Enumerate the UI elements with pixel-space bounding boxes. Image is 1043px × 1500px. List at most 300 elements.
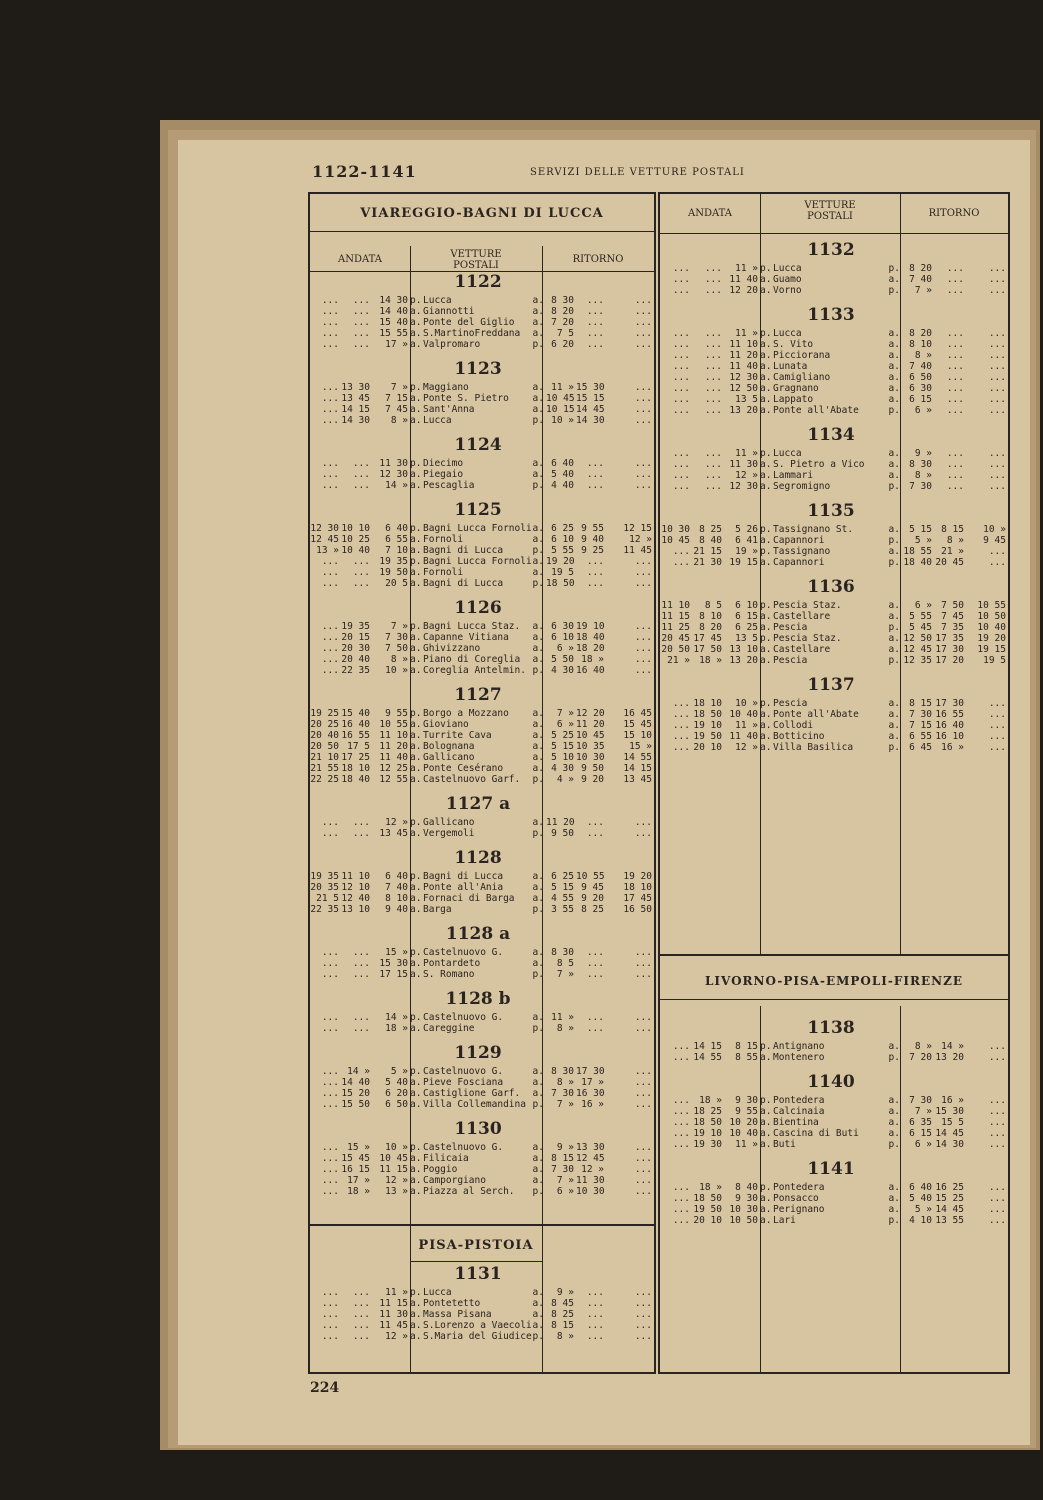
timetable-row — [660, 1117, 1008, 1128]
ritorno-time-1: 19 5 — [551, 567, 574, 578]
timetable-row — [660, 557, 1008, 568]
ritorno-time-3: 12 15 — [623, 523, 652, 534]
andata-time-2: ... — [704, 405, 722, 416]
stop-name: S. Pietro a Vico — [773, 459, 865, 470]
ritorno-time-3: ... — [988, 720, 1006, 731]
timetable-row — [310, 1287, 654, 1298]
arrival-mark: a. — [888, 546, 900, 557]
direction-mark: p. — [760, 1182, 772, 1193]
direction-mark: p. — [410, 382, 422, 393]
andata-time-3: 5 » — [390, 1066, 408, 1077]
section-number: 1128 — [454, 848, 502, 868]
andata-time-2: ... — [352, 1320, 370, 1331]
ritorno-time-1: 7 15 — [909, 720, 932, 731]
section-number: 1132 — [807, 240, 855, 260]
stop-name: Pescia Staz. — [773, 633, 842, 644]
timetable-row — [310, 1012, 654, 1023]
ritorno-time-3: ... — [634, 665, 652, 676]
arrival-mark: a. — [532, 567, 544, 578]
stop-name: Camporgiano — [423, 1175, 486, 1186]
andata-time-1: ... — [672, 1193, 690, 1204]
arrival-mark: a. — [888, 448, 900, 459]
ritorno-time-2: 11 30 — [576, 1175, 605, 1186]
direction-mark: p. — [760, 546, 772, 557]
ritorno-time-3: ... — [634, 828, 652, 839]
andata-time-1: ... — [321, 1331, 339, 1342]
arrival-mark: a. — [532, 893, 544, 904]
stop-name: Pescaglia — [423, 480, 475, 491]
stop-name: Pontedera — [773, 1182, 825, 1193]
andata-time-2: 17 50 — [693, 644, 722, 655]
stop-name: Villa Collemandina — [423, 1099, 526, 1110]
section-number: 1127 a — [445, 794, 511, 814]
direction-mark: a. — [760, 1106, 772, 1117]
ritorno-time-3: ... — [634, 1320, 652, 1331]
andata-time-2: ... — [352, 958, 370, 969]
andata-time-2: 19 50 — [693, 731, 722, 742]
andata-time-3: 11 40 — [379, 752, 408, 763]
direction-mark: a. — [760, 383, 772, 394]
stop-name: Sant'Anna — [423, 404, 475, 415]
ritorno-time-1: 6 20 — [551, 339, 574, 350]
andata-time-1: ... — [321, 339, 339, 350]
andata-time-2: 16 15 — [341, 1164, 370, 1175]
ritorno-time-3: ... — [634, 1175, 652, 1186]
ritorno-time-1: 8 20 — [551, 306, 574, 317]
direction-mark: a. — [760, 742, 772, 753]
ritorno-time-2: 9 20 — [581, 893, 604, 904]
direction-mark: p. — [760, 448, 772, 459]
andata-time-3: 11 » — [735, 263, 758, 274]
andata-time-2: 12 10 — [341, 882, 370, 893]
direction-mark: a. — [760, 731, 772, 742]
ritorno-time-1: 5 40 — [909, 1193, 932, 1204]
arrival-mark: p. — [532, 545, 544, 556]
andata-time-1: ... — [672, 709, 690, 720]
andata-time-1: ... — [321, 458, 339, 469]
andata-time-2: 8 5 — [704, 600, 722, 611]
andata-time-2: 19 30 — [693, 1139, 722, 1150]
arrival-mark: a. — [888, 1106, 900, 1117]
stop-name: Cascina di Buti — [773, 1128, 859, 1139]
andata-time-2: 18 » — [699, 655, 722, 666]
stop-name: Calcinaia — [773, 1106, 825, 1117]
ritorno-time-1: 5 50 — [551, 654, 574, 665]
andata-time-1: ... — [321, 1099, 339, 1110]
andata-time-3: 12 50 — [729, 383, 758, 394]
ritorno-time-2: 13 20 — [935, 1052, 964, 1063]
ritorno-time-1: 5 15 — [551, 882, 574, 893]
direction-mark: a. — [410, 1186, 422, 1197]
ritorno-time-1: 8 » — [914, 1041, 932, 1052]
arrival-mark: a. — [888, 361, 900, 372]
andata-time-1: ... — [321, 556, 339, 567]
andata-time-1: ... — [672, 546, 690, 557]
arrival-mark: p. — [888, 405, 900, 416]
andata-time-1: ... — [321, 1066, 339, 1077]
ritorno-time-3: ... — [634, 393, 652, 404]
timetable-row — [310, 1309, 654, 1320]
ritorno-time-2: ... — [586, 969, 604, 980]
timetable-row — [660, 731, 1008, 742]
arrival-mark: a. — [532, 741, 544, 752]
ritorno-time-1: 18 55 — [903, 546, 932, 557]
ritorno-time-1: 7 » — [914, 285, 932, 296]
andata-time-1: ... — [672, 731, 690, 742]
arrival-mark: a. — [532, 621, 544, 632]
stop-name: Bagni di Lucca — [423, 871, 504, 882]
direction-mark: a. — [410, 958, 422, 969]
arrival-mark: a. — [532, 1320, 544, 1331]
direction-mark: a. — [410, 567, 422, 578]
direction-mark: a. — [410, 306, 422, 317]
ritorno-time-2: 7 50 — [941, 600, 964, 611]
ritorno-time-2: 10 55 — [576, 871, 605, 882]
direction-mark: p. — [760, 600, 772, 611]
arrival-mark: p. — [532, 969, 544, 980]
direction-mark: a. — [410, 665, 422, 676]
stop-name: Guamo — [773, 274, 802, 285]
andata-time-3: 11 20 — [729, 350, 758, 361]
ritorno-time-3: ... — [988, 1128, 1006, 1139]
andata-time-3: 6 50 — [385, 1099, 408, 1110]
ritorno-time-2: ... — [586, 480, 604, 491]
stop-name: Ponte del Giglio — [423, 317, 515, 328]
andata-time-1: ... — [672, 274, 690, 285]
arrival-mark: a. — [532, 404, 544, 415]
andata-time-2: 21 30 — [693, 557, 722, 568]
direction-mark: p. — [760, 524, 772, 535]
direction-mark: a. — [760, 1204, 772, 1215]
stop-name: Lucca — [773, 328, 802, 339]
ritorno-time-3: ... — [988, 459, 1006, 470]
ritorno-time-3: ... — [988, 328, 1006, 339]
stop-name: Castellare — [773, 611, 831, 622]
arrival-mark: a. — [532, 882, 544, 893]
direction-mark: a. — [760, 339, 772, 350]
andata-time-2: 8 20 — [699, 622, 722, 633]
timetable-row — [660, 361, 1008, 372]
andata-time-3: 12 » — [385, 1331, 408, 1342]
arrival-mark: p. — [888, 655, 900, 666]
andata-time-3: 12 55 — [379, 774, 408, 785]
ritorno-time-1: 8 10 — [909, 339, 932, 350]
arrival-mark: p. — [532, 665, 544, 676]
ritorno-time-3: ... — [988, 361, 1006, 372]
ritorno-time-1: 6 55 — [909, 731, 932, 742]
arrival-mark: a. — [532, 817, 544, 828]
ritorno-time-1: 18 50 — [546, 578, 575, 589]
andata-time-2: 16 55 — [341, 730, 370, 741]
ritorno-time-1: 19 20 — [546, 556, 575, 567]
section-number: 1134 — [807, 425, 855, 445]
direction-mark: p. — [410, 295, 422, 306]
andata-time-3: 11 30 — [379, 1309, 408, 1320]
direction-mark: a. — [760, 1128, 772, 1139]
timetable-row — [310, 1099, 654, 1110]
timetable-row — [660, 285, 1008, 296]
ritorno-time-3: ... — [634, 567, 652, 578]
andata-time-3: 6 10 — [735, 600, 758, 611]
andata-time-1: ... — [672, 1204, 690, 1215]
direction-mark: a. — [410, 339, 422, 350]
ritorno-time-2: 8 15 — [941, 524, 964, 535]
ritorno-time-3: ... — [634, 1099, 652, 1110]
route-title-livorno: LIVORNO-PISA-EMPOLI-FIRENZE — [660, 974, 1008, 1000]
timetable-row — [310, 1088, 654, 1099]
arrival-mark: a. — [532, 947, 544, 958]
direction-mark: p. — [760, 633, 772, 644]
stop-name: Picciorana — [773, 350, 831, 361]
arrival-mark: a. — [532, 752, 544, 763]
andata-time-1: ... — [672, 350, 690, 361]
andata-time-1: ... — [672, 1041, 690, 1052]
arrival-mark: p. — [888, 263, 900, 274]
stop-name: Antignano — [773, 1041, 825, 1052]
arrival-mark: a. — [888, 470, 900, 481]
ritorno-time-2: 16 25 — [935, 1182, 964, 1193]
andata-time-2: 18 25 — [693, 1106, 722, 1117]
stop-name: Giannotti — [423, 306, 475, 317]
direction-mark: a. — [760, 274, 772, 285]
ritorno-time-2: ... — [586, 958, 604, 969]
andata-time-2: ... — [352, 1287, 370, 1298]
andata-time-2: ... — [352, 306, 370, 317]
andata-time-1: ... — [321, 328, 339, 339]
ritorno-time-3: ... — [988, 394, 1006, 405]
ritorno-time-2: 17 » — [581, 1077, 604, 1088]
ritorno-time-3: ... — [634, 1298, 652, 1309]
direction-mark: a. — [410, 469, 422, 480]
ritorno-time-1: 7 30 — [909, 1095, 932, 1106]
direction-mark: a. — [760, 720, 772, 731]
andata-time-1: ... — [321, 1012, 339, 1023]
direction-mark: a. — [760, 1193, 772, 1204]
timetable-row — [310, 1142, 654, 1153]
andata-time-1: ... — [672, 742, 690, 753]
arrival-mark: a. — [532, 708, 544, 719]
direction-mark: p. — [410, 947, 422, 958]
ritorno-time-3: ... — [988, 448, 1006, 459]
stop-name: Botticino — [773, 731, 825, 742]
ritorno-time-3: 19 15 — [977, 644, 1006, 655]
ritorno-time-1: 7 30 — [909, 709, 932, 720]
ritorno-time-1: 8 15 — [551, 1153, 574, 1164]
ritorno-time-1: 4 10 — [909, 1215, 932, 1226]
ritorno-time-1: 10 » — [551, 415, 574, 426]
andata-time-2: 8 10 — [699, 611, 722, 622]
ritorno-time-2: 19 10 — [576, 621, 605, 632]
arrival-mark: a. — [532, 1175, 544, 1186]
ritorno-time-1: 5 55 — [551, 545, 574, 556]
stop-name: Lucca — [423, 295, 452, 306]
andata-time-3: 19 50 — [379, 567, 408, 578]
ritorno-time-3: ... — [634, 969, 652, 980]
direction-mark: a. — [410, 415, 422, 426]
ritorno-time-1: 8 » — [556, 1077, 574, 1088]
ritorno-time-2: 16 30 — [576, 1088, 605, 1099]
direction-mark: a. — [760, 709, 772, 720]
direction-mark: a. — [410, 904, 422, 915]
andata-time-3: 8 55 — [735, 1052, 758, 1063]
andata-time-1: ... — [321, 1186, 339, 1197]
arrival-mark: a. — [532, 1142, 544, 1153]
ritorno-time-3: ... — [634, 654, 652, 665]
ritorno-time-3: 15 10 — [623, 730, 652, 741]
andata-time-2: ... — [352, 317, 370, 328]
ritorno-time-1: 7 » — [556, 708, 574, 719]
stop-name: Lappato — [773, 394, 814, 405]
direction-mark: a. — [410, 1164, 422, 1175]
andata-time-3: 11 30 — [379, 458, 408, 469]
ritorno-time-1: 6 » — [556, 1186, 574, 1197]
andata-time-3: 6 40 — [385, 871, 408, 882]
andata-time-2: 13 45 — [341, 393, 370, 404]
direction-mark: p. — [760, 263, 772, 274]
timetable-row — [660, 274, 1008, 285]
ritorno-time-3: ... — [634, 382, 652, 393]
timetable-row — [660, 394, 1008, 405]
ritorno-time-2: ... — [946, 481, 964, 492]
stop-name: Ponsacco — [773, 1193, 819, 1204]
andata-time-3: 10 » — [735, 698, 758, 709]
andata-time-1: 13 » — [316, 545, 339, 556]
ritorno-time-1: 6 » — [556, 719, 574, 730]
ritorno-time-1: 7 30 — [551, 1164, 574, 1175]
stop-name: Montenero — [773, 1052, 825, 1063]
ritorno-time-1: 6 40 — [909, 1182, 932, 1193]
ritorno-time-3: ... — [634, 469, 652, 480]
ritorno-time-2: 10 30 — [576, 1186, 605, 1197]
andata-time-2: ... — [704, 263, 722, 274]
andata-time-3: 15 30 — [379, 958, 408, 969]
ritorno-time-3: ... — [988, 285, 1006, 296]
timetable-row — [660, 644, 1008, 655]
andata-time-3: 14 » — [385, 1012, 408, 1023]
ritorno-time-3: 15 45 — [623, 719, 652, 730]
arrival-mark: a. — [888, 350, 900, 361]
ritorno-time-1: 4 30 — [551, 665, 574, 676]
direction-mark: a. — [760, 470, 772, 481]
ritorno-time-2: 15 30 — [576, 382, 605, 393]
direction-mark: a. — [410, 317, 422, 328]
andata-time-2: 12 40 — [341, 893, 370, 904]
ritorno-time-1: 4 55 — [551, 893, 574, 904]
arrival-mark: a. — [532, 382, 544, 393]
ritorno-time-2: ... — [586, 1309, 604, 1320]
andata-time-2: 13 30 — [341, 382, 370, 393]
ritorno-time-3: ... — [634, 621, 652, 632]
arrival-mark: a. — [532, 1153, 544, 1164]
andata-time-1: ... — [672, 481, 690, 492]
ritorno-time-2: ... — [586, 1320, 604, 1331]
ritorno-time-2: ... — [946, 361, 964, 372]
direction-mark: a. — [410, 1331, 422, 1342]
ritorno-time-3: 10 55 — [977, 600, 1006, 611]
andata-time-1: 21 » — [667, 655, 690, 666]
ritorno-time-3: ... — [988, 405, 1006, 416]
ritorno-time-1: 6 » — [914, 600, 932, 611]
ritorno-time-2: ... — [586, 556, 604, 567]
timetable-row — [310, 665, 654, 676]
andata-time-3: 15 » — [385, 947, 408, 958]
timetable-row — [310, 1164, 654, 1175]
ritorno-time-1: 6 45 — [909, 742, 932, 753]
ritorno-time-1: 6 15 — [909, 1128, 932, 1139]
direction-mark: a. — [760, 285, 772, 296]
direction-mark: a. — [410, 741, 422, 752]
arrival-mark: a. — [888, 720, 900, 731]
stop-name: Ponte S. Pietro — [423, 393, 509, 404]
andata-time-3: 12 25 — [379, 763, 408, 774]
ritorno-time-2: 17 30 — [576, 1066, 605, 1077]
timetable-row — [660, 655, 1008, 666]
arrival-mark: p. — [532, 415, 544, 426]
timetable-row — [310, 1175, 654, 1186]
stop-name: Piano di Coreglia — [423, 654, 521, 665]
ritorno-time-3: ... — [988, 383, 1006, 394]
ritorno-time-3: ... — [634, 1287, 652, 1298]
stop-name: Barga — [423, 904, 452, 915]
ritorno-time-3: 14 55 — [623, 752, 652, 763]
arrival-mark: a. — [532, 295, 544, 306]
ritorno-time-3: ... — [634, 415, 652, 426]
ritorno-time-2: 11 20 — [576, 719, 605, 730]
andata-time-2: ... — [352, 328, 370, 339]
timetable-row — [660, 1215, 1008, 1226]
ritorno-time-1: 9 » — [914, 448, 932, 459]
andata-time-3: 6 15 — [735, 611, 758, 622]
ritorno-time-1: 7 » — [914, 1106, 932, 1117]
andata-time-1: ... — [672, 1215, 690, 1226]
direction-mark: a. — [760, 394, 772, 405]
ritorno-time-2: 15 30 — [935, 1106, 964, 1117]
ritorno-time-3: ... — [634, 339, 652, 350]
ritorno-time-1: 8 » — [556, 1331, 574, 1342]
ritorno-time-1: 5 55 — [909, 611, 932, 622]
timetable-row — [310, 730, 654, 741]
ritorno-time-2: ... — [946, 328, 964, 339]
andata-time-2: ... — [352, 295, 370, 306]
ritorno-time-1: 5 15 — [909, 524, 932, 535]
andata-time-3: 15 55 — [379, 328, 408, 339]
arrival-mark: p. — [888, 535, 900, 546]
andata-time-2: 14 55 — [693, 1052, 722, 1063]
andata-time-2: 15 50 — [341, 1099, 370, 1110]
andata-time-1: ... — [321, 1164, 339, 1175]
direction-mark: p. — [760, 698, 772, 709]
timetable-row — [310, 621, 654, 632]
timetable-row — [310, 306, 654, 317]
andata-time-2: 18 10 — [341, 763, 370, 774]
arrival-mark: a. — [888, 339, 900, 350]
direction-mark: a. — [410, 1153, 422, 1164]
andata-time-1: 10 30 — [661, 524, 690, 535]
ritorno-time-1: 5 25 — [551, 730, 574, 741]
left-column-headers — [310, 246, 654, 272]
ritorno-time-1: 8 25 — [551, 1309, 574, 1320]
andata-time-1: ... — [672, 1106, 690, 1117]
stop-name: Borgo a Mozzano — [423, 708, 509, 719]
andata-time-2: ... — [352, 1023, 370, 1034]
timetable-row — [310, 339, 654, 350]
andata-time-1: ... — [321, 1153, 339, 1164]
ritorno-time-2: 13 30 — [576, 1142, 605, 1153]
ritorno-time-2: 16 » — [941, 1095, 964, 1106]
andata-time-1: ... — [321, 317, 339, 328]
timetable-row — [310, 969, 654, 980]
andata-time-1: 19 35 — [310, 871, 339, 882]
